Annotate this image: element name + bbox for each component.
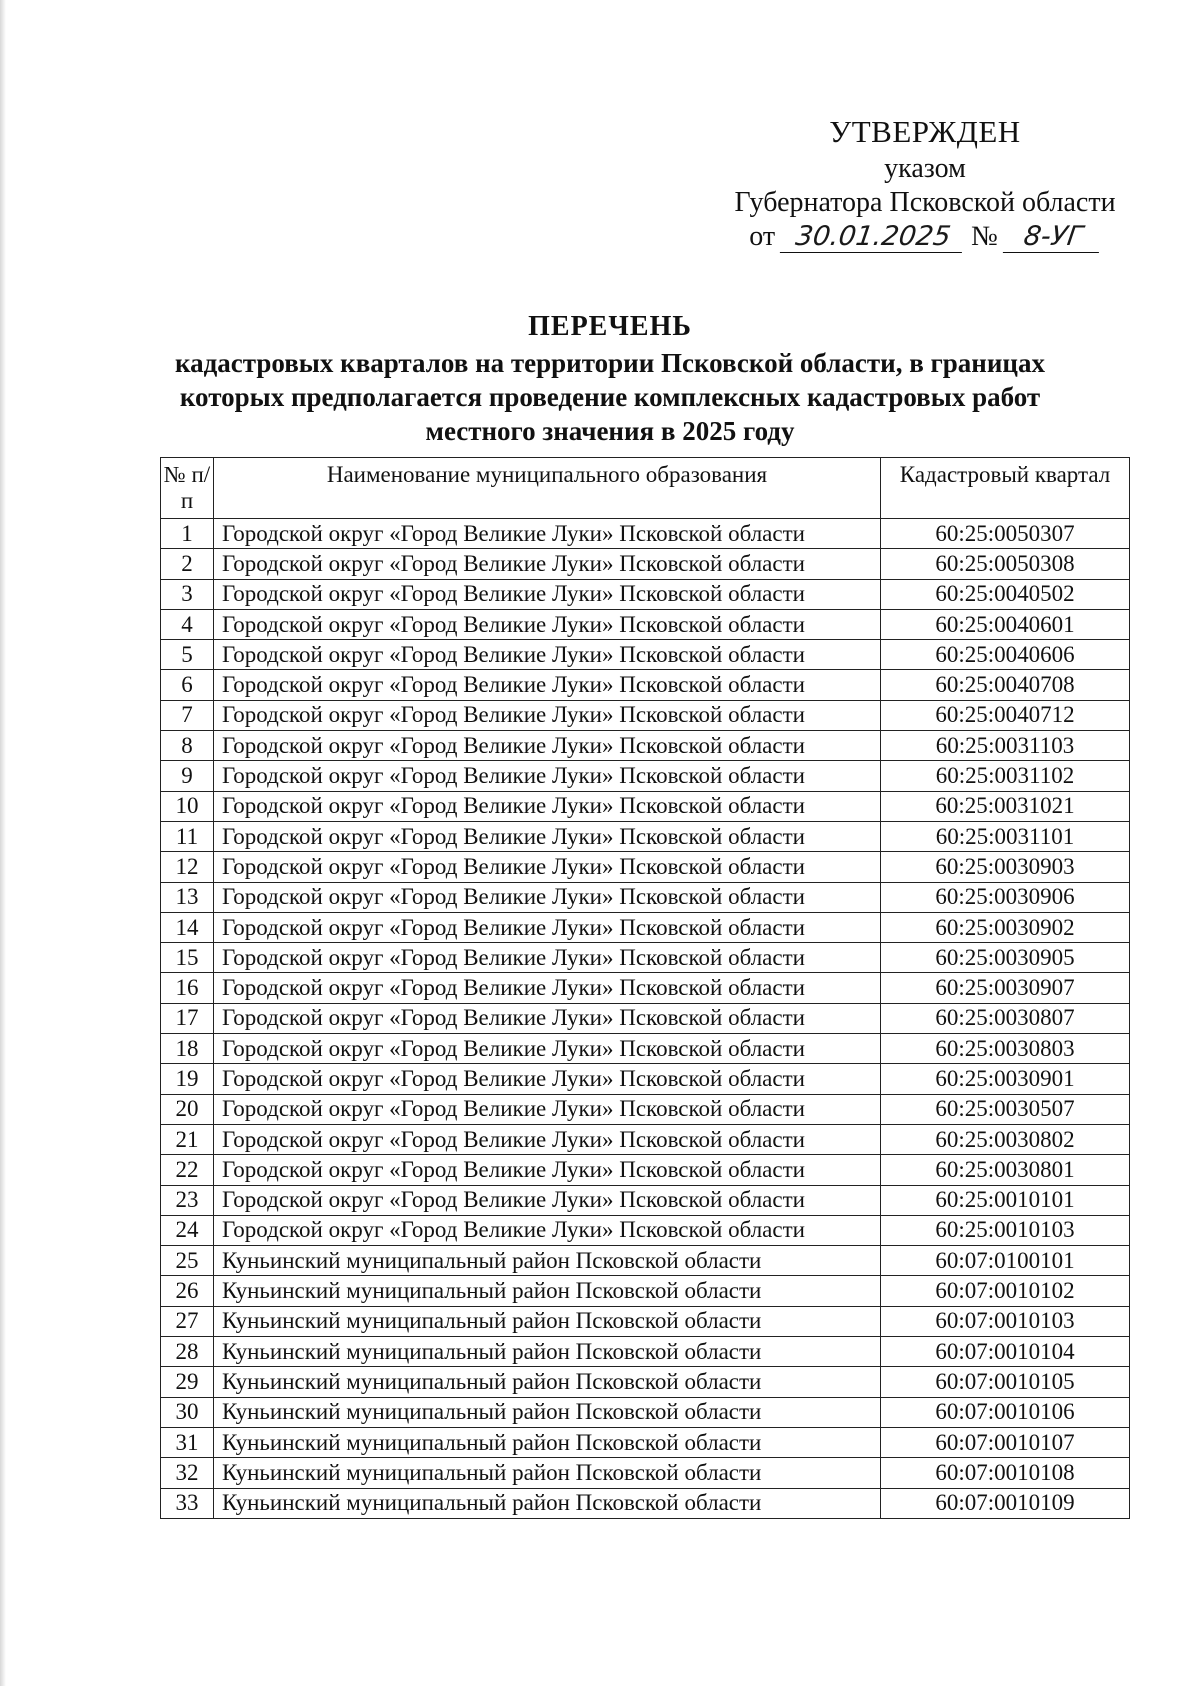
table-row xyxy=(161,1276,1130,1306)
document-heading xyxy=(130,310,1090,448)
row-cadastral-quarter: 60:25:0030902 xyxy=(881,912,1130,942)
row-number: 23 xyxy=(161,1185,214,1215)
approval-title: УТВЕРЖДЕН xyxy=(829,114,1021,149)
row-cadastral-quarter: 60:07:0010109 xyxy=(881,1488,1130,1518)
row-municipality: Куньинский муниципальный район Псковской области xyxy=(214,1276,881,1306)
row-cadastral-quarter: 60:25:0050307 xyxy=(881,519,1130,549)
row-cadastral-quarter: 60:07:0010106 xyxy=(881,1397,1130,1427)
row-municipality: Городской округ «Город Великие Луки» Псковской области xyxy=(214,1064,881,1094)
table-row xyxy=(161,1064,1130,1094)
row-number: 31 xyxy=(161,1427,214,1457)
row-municipality: Куньинский муниципальный район Псковской области xyxy=(214,1458,881,1488)
approval-line-decree: указом xyxy=(884,153,966,184)
row-number: 3 xyxy=(161,579,214,609)
row-municipality: Куньинский муниципальный район Псковской области xyxy=(214,1397,881,1427)
handwritten-number: 8-УГ xyxy=(1003,222,1103,253)
row-cadastral-quarter: 60:07:0010103 xyxy=(881,1306,1130,1336)
table-row xyxy=(161,882,1130,912)
table-row xyxy=(161,1458,1130,1488)
table-row xyxy=(161,1427,1130,1457)
row-number: 33 xyxy=(161,1488,214,1518)
row-municipality: Городской округ «Город Великие Луки» Псковской области xyxy=(214,579,881,609)
table-row xyxy=(161,791,1130,821)
row-municipality: Городской округ «Город Великие Луки» Псковской области xyxy=(214,1124,881,1154)
row-number: 25 xyxy=(161,1246,214,1276)
table-row xyxy=(161,519,1130,549)
row-number: 29 xyxy=(161,1367,214,1397)
row-municipality: Городской округ «Город Великие Луки» Псковской области xyxy=(214,943,881,973)
table-row xyxy=(161,700,1130,730)
row-cadastral-quarter: 60:07:0010108 xyxy=(881,1458,1130,1488)
row-cadastral-quarter: 60:25:0040601 xyxy=(881,609,1130,639)
row-municipality: Городской округ «Город Великие Луки» Псковской области xyxy=(214,1155,881,1185)
row-municipality: Куньинский муниципальный район Псковской области xyxy=(214,1246,881,1276)
row-number: 30 xyxy=(161,1397,214,1427)
row-cadastral-quarter: 60:25:0050308 xyxy=(881,549,1130,579)
row-number: 24 xyxy=(161,1215,214,1245)
row-municipality: Городской округ «Город Великие Луки» Псковской области xyxy=(214,670,881,700)
row-number: 22 xyxy=(161,1155,214,1185)
row-number: 13 xyxy=(161,882,214,912)
table-row xyxy=(161,609,1130,639)
handwritten-date: 30.01.2025 xyxy=(780,222,966,253)
approval-block xyxy=(700,112,1150,254)
row-municipality: Городской округ «Город Великие Луки» Псковской области xyxy=(214,1185,881,1215)
row-municipality: Куньинский муниципальный район Псковской области xyxy=(214,1427,881,1457)
row-cadastral-quarter: 60:25:0030802 xyxy=(881,1124,1130,1154)
table-row xyxy=(161,1034,1130,1064)
row-number: 20 xyxy=(161,1094,214,1124)
table-row xyxy=(161,1003,1130,1033)
row-number: 14 xyxy=(161,912,214,942)
row-number: 15 xyxy=(161,943,214,973)
row-number: 2 xyxy=(161,549,214,579)
row-cadastral-quarter: 60:25:0030901 xyxy=(881,1064,1130,1094)
row-municipality: Городской округ «Город Великие Луки» Псковской области xyxy=(214,731,881,761)
table-row xyxy=(161,1155,1130,1185)
row-cadastral-quarter: 60:25:0010101 xyxy=(881,1185,1130,1215)
row-number: 28 xyxy=(161,1337,214,1367)
table-row xyxy=(161,943,1130,973)
row-cadastral-quarter: 60:25:0031101 xyxy=(881,821,1130,851)
table-row xyxy=(161,1306,1130,1336)
table-row xyxy=(161,852,1130,882)
row-cadastral-quarter: 60:25:0030801 xyxy=(881,1155,1130,1185)
row-number: 4 xyxy=(161,609,214,639)
row-municipality: Городской округ «Город Великие Луки» Псковской области xyxy=(214,519,881,549)
table-header-row xyxy=(161,458,1130,519)
row-number: 32 xyxy=(161,1458,214,1488)
row-municipality: Городской округ «Город Великие Луки» Псковской области xyxy=(214,1094,881,1124)
row-municipality: Куньинский муниципальный район Псковской области xyxy=(214,1488,881,1518)
row-number: 16 xyxy=(161,973,214,1003)
document-subtitle: кадастровых кварталов на территории Псковской области, в границах которых предполагается проведение комплексных кадастровых работ местного значения в 2025 году xyxy=(175,348,1045,446)
row-number: 21 xyxy=(161,1124,214,1154)
row-cadastral-quarter: 60:25:0031103 xyxy=(881,731,1130,761)
date-prefix: от xyxy=(749,221,776,252)
row-cadastral-quarter: 60:25:0031021 xyxy=(881,791,1130,821)
header-quarter: Кадастровый квартал xyxy=(881,458,1130,519)
table-row xyxy=(161,549,1130,579)
row-municipality: Городской округ «Город Великие Луки» Псковской области xyxy=(214,791,881,821)
row-cadastral-quarter: 60:25:0040708 xyxy=(881,670,1130,700)
row-number: 8 xyxy=(161,731,214,761)
row-municipality: Городской округ «Город Великие Луки» Псковской области xyxy=(214,1034,881,1064)
row-municipality: Городской округ «Город Великие Луки» Псковской области xyxy=(214,640,881,670)
row-municipality: Куньинский муниципальный район Псковской области xyxy=(214,1337,881,1367)
table-row xyxy=(161,1367,1130,1397)
approval-date-line xyxy=(700,220,1150,254)
table-row xyxy=(161,731,1130,761)
table-row xyxy=(161,1185,1130,1215)
row-municipality: Городской округ «Город Великие Луки» Псковской области xyxy=(214,973,881,1003)
row-cadastral-quarter: 60:07:0010105 xyxy=(881,1367,1130,1397)
table-row xyxy=(161,912,1130,942)
row-number: 11 xyxy=(161,821,214,851)
table-row xyxy=(161,973,1130,1003)
table-row xyxy=(161,1337,1130,1367)
row-number: 6 xyxy=(161,670,214,700)
row-cadastral-quarter: 60:25:0030906 xyxy=(881,882,1130,912)
row-cadastral-quarter: 60:25:0040606 xyxy=(881,640,1130,670)
table-row xyxy=(161,761,1130,791)
table-row xyxy=(161,821,1130,851)
header-num: № п/п xyxy=(161,458,214,519)
header-name: Наименование муниципального образования xyxy=(214,458,881,519)
row-cadastral-quarter: 60:25:0040712 xyxy=(881,700,1130,730)
row-number: 10 xyxy=(161,791,214,821)
table-row xyxy=(161,1215,1130,1245)
row-number: 12 xyxy=(161,852,214,882)
row-cadastral-quarter: 60:25:0030907 xyxy=(881,973,1130,1003)
row-number: 19 xyxy=(161,1064,214,1094)
row-cadastral-quarter: 60:07:0010107 xyxy=(881,1427,1130,1457)
row-municipality: Куньинский муниципальный район Псковской области xyxy=(214,1367,881,1397)
row-cadastral-quarter: 60:25:0010103 xyxy=(881,1215,1130,1245)
row-number: 1 xyxy=(161,519,214,549)
row-cadastral-quarter: 60:25:0031102 xyxy=(881,761,1130,791)
row-municipality: Городской округ «Город Великие Луки» Псковской области xyxy=(214,882,881,912)
row-cadastral-quarter: 60:25:0030905 xyxy=(881,943,1130,973)
row-municipality: Городской округ «Город Великие Луки» Псковской области xyxy=(214,821,881,851)
table-row xyxy=(161,1397,1130,1427)
number-sign: № xyxy=(971,221,998,252)
row-municipality: Городской округ «Город Великие Луки» Псковской области xyxy=(214,1215,881,1245)
row-cadastral-quarter: 60:07:0010104 xyxy=(881,1337,1130,1367)
row-cadastral-quarter: 60:07:0100101 xyxy=(881,1246,1130,1276)
row-number: 18 xyxy=(161,1034,214,1064)
row-number: 17 xyxy=(161,1003,214,1033)
document-title: ПЕРЕЧЕНЬ xyxy=(528,311,692,342)
row-municipality: Городской округ «Город Великие Луки» Псковской области xyxy=(214,761,881,791)
table-row xyxy=(161,1246,1130,1276)
row-cadastral-quarter: 60:25:0030803 xyxy=(881,1034,1130,1064)
row-number: 7 xyxy=(161,700,214,730)
row-cadastral-quarter: 60:25:0040502 xyxy=(881,579,1130,609)
scan-edge xyxy=(0,0,6,1686)
table-row xyxy=(161,640,1130,670)
row-municipality: Городской округ «Город Великие Луки» Псковской области xyxy=(214,912,881,942)
table-row xyxy=(161,670,1130,700)
row-number: 26 xyxy=(161,1276,214,1306)
approval-line-governor: Губернатора Псковской области xyxy=(734,187,1116,218)
table-body xyxy=(161,519,1130,1519)
row-municipality: Городской округ «Город Великие Луки» Псковской области xyxy=(214,549,881,579)
row-cadastral-quarter: 60:25:0030903 xyxy=(881,852,1130,882)
row-cadastral-quarter: 60:07:0010102 xyxy=(881,1276,1130,1306)
row-municipality: Куньинский муниципальный район Псковской области xyxy=(214,1306,881,1336)
table-row xyxy=(161,579,1130,609)
row-municipality: Городской округ «Город Великие Луки» Псковской области xyxy=(214,1003,881,1033)
table-row xyxy=(161,1488,1130,1518)
row-number: 27 xyxy=(161,1306,214,1336)
row-municipality: Городской округ «Город Великие Луки» Псковской области xyxy=(214,852,881,882)
row-number: 9 xyxy=(161,761,214,791)
row-municipality: Городской округ «Город Великие Луки» Псковской области xyxy=(214,700,881,730)
row-number: 5 xyxy=(161,640,214,670)
row-municipality: Городской округ «Город Великие Луки» Псковской области xyxy=(214,609,881,639)
table-row xyxy=(161,1094,1130,1124)
row-cadastral-quarter: 60:25:0030807 xyxy=(881,1003,1130,1033)
row-cadastral-quarter: 60:25:0030507 xyxy=(881,1094,1130,1124)
cadastral-table xyxy=(160,457,1130,1519)
table-row xyxy=(161,1124,1130,1154)
